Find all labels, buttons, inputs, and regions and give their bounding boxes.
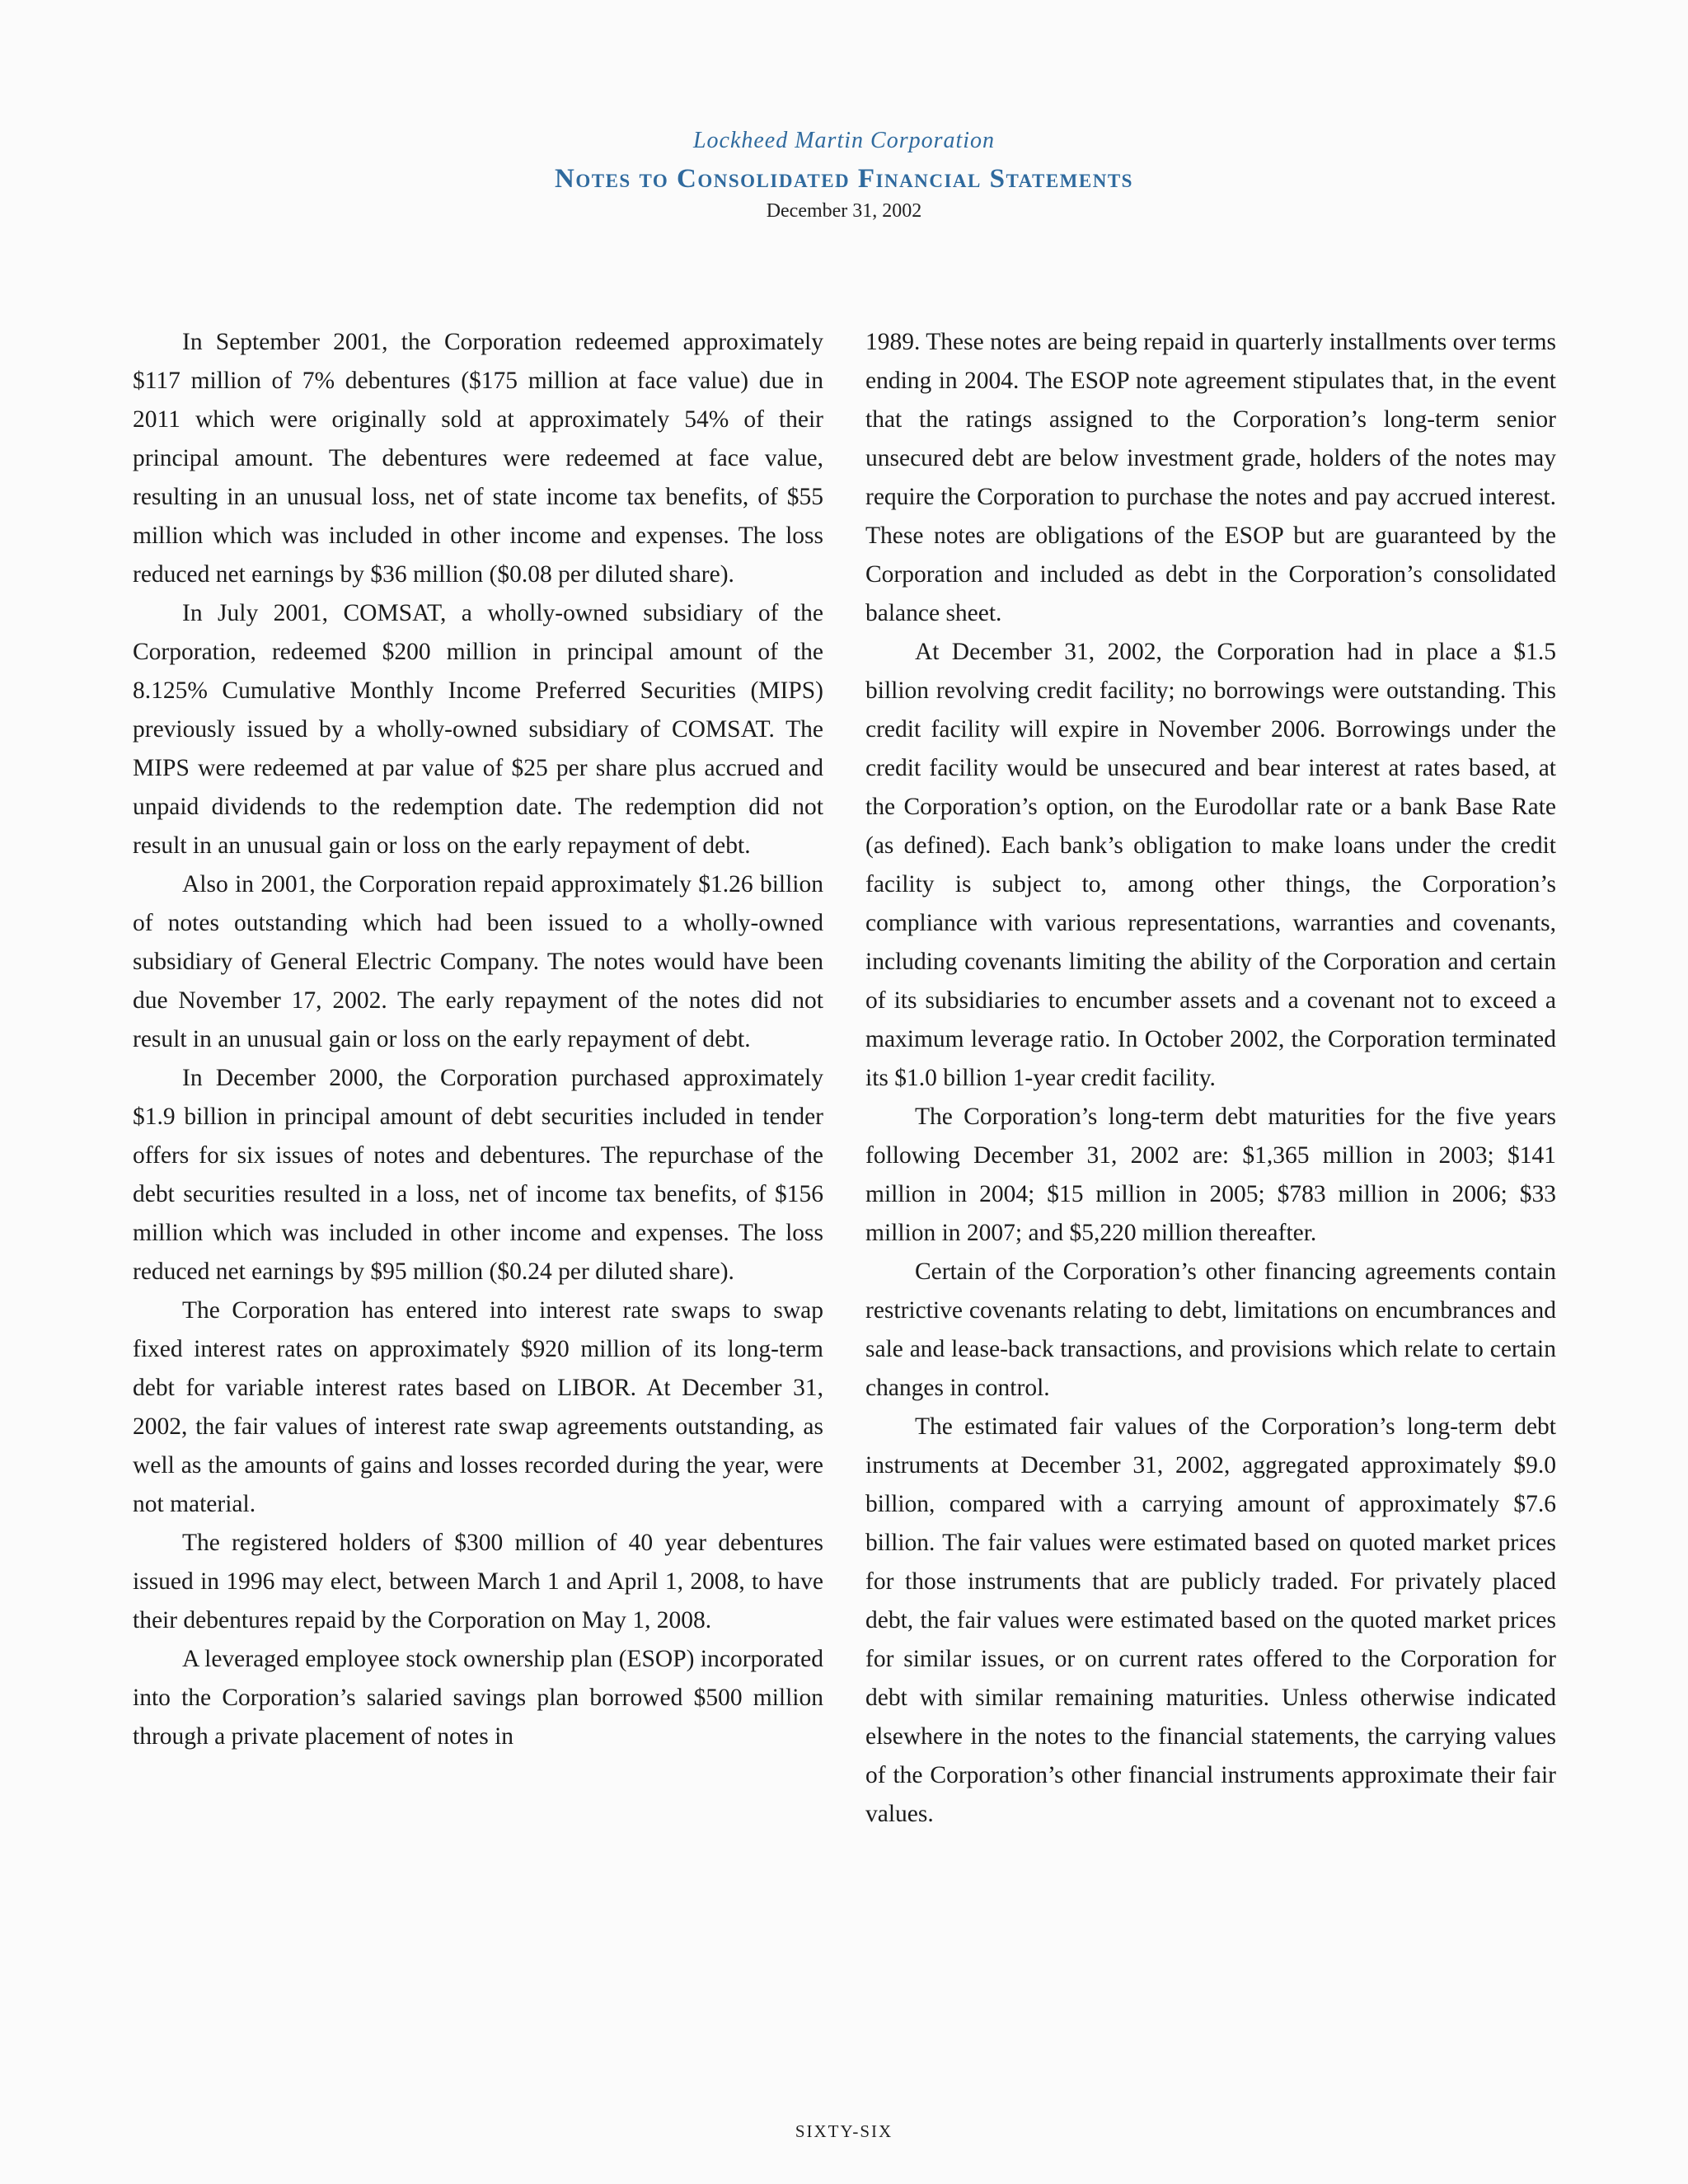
page-number: SIXTY-SIX <box>795 2121 893 2141</box>
paragraph: In September 2001, the Corporation redeemed approximately $117 million of 7% debentures ($175 million at face value) due in 2011 which were originally sold at approximately 54% of their principal amount. The debentures were redeemed at face value, resulting in an unusual loss, net of state income tax benefits, of $55 million which was included in other income and expenses. The loss reduced net earnings by $36 million ($0.08 per diluted share). <box>133 329 823 588</box>
paragraph: In December 2000, the Corporation purchased approximately $1.9 billion in principal amount of debt securities included in tender offers for six issues of notes and debentures. The repurchase of the debt securities resulted in a loss, net of income tax benefits, of $156 million which was included in other income and expenses. The loss reduced net earnings by $95 million ($0.24 per diluted share). <box>133 1065 823 1285</box>
right-column <box>865 323 1556 1834</box>
paragraph: Also in 2001, the Corporation repaid approximately $1.26 billion of notes outstanding which had been issued to a wholly-owned subsidiary of General Electric Company. The notes would have been due November 17, 2002. The early repayment of the notes did not result in an unusual gain or loss on the early repayment of debt. <box>133 871 823 1052</box>
paragraph: In July 2001, COMSAT, a wholly-owned subsidiary of the Corporation, redeemed $200 million in principal amount of the 8.125% Cumulative Monthly Income Preferred Securities (MIPS) previously issued by a wholly-owned subsidiary of COMSAT. The MIPS were redeemed at par value of $25 per share plus accrued and unpaid dividends to the redemption date. The redemption did not result in an unusual gain or loss on the early repayment of debt. <box>133 600 823 859</box>
paragraph: At December 31, 2002, the Corporation had in place a $1.5 billion revolving credit facility; no borrowings were outstanding. This credit facility will expire in November 2006. Borrowings under the credit facility would be unsecured and bear interest at rates based, at the Corporation’s option, on the Eurodollar rate or a bank Base Rate (as defined). Each bank’s obligation to make loans under the credit facility is subject to, among other things, the Corporation’s compliance with various representations, warranties and covenants, including covenants limiting the ability of the Corporation and certain of its subsidiaries to encumber assets and a covenant not to exceed a maximum leverage ratio. In October 2002, the Corporation terminated its $1.0 billion 1-year credit facility. <box>865 639 1556 1091</box>
left-column <box>133 323 823 1756</box>
paragraph: The Corporation’s long-term debt maturities for the five years following December 31, 2002 are: $1,365 million in 2003; $141 million in 2004; $15 million in 2005; $783 million in 2006; $33 million in 2007; and $5,220 million thereafter. <box>865 1104 1556 1246</box>
paragraph-continuation: 1989. These notes are being repaid in quarterly installments over terms ending in 2004. The ESOP note agreement stipulates that, in the event that the ratings assigned to the Corporation’s long-term senior unsecured debt are below investment grade, holders of the notes may require the Corporation to purchase the notes and pay accrued interest. These notes are obligations of the ESOP but are guaranteed by the Corporation and included as debt in the Corporation’s consolidated balance sheet. <box>865 329 1556 626</box>
paragraph: A leveraged employee stock ownership plan (ESOP) incorporated into the Corporation’s salaried savings plan borrowed $500 million through a private placement of notes in <box>133 1646 823 1750</box>
company-name: Lockheed Martin Corporation <box>692 128 996 153</box>
page-title: Notes to Consolidated Financial Statements <box>555 164 1133 194</box>
page-header <box>0 127 1688 223</box>
paragraph: The estimated fair values of the Corporation’s long-term debt instruments at December 31, 2002, aggregated approximately $9.0 billion, compared with a carrying amount of approximately $7.6 billion. The fair values were estimated based on quoted market prices for those instruments that are publicly traded. For privately placed debt, the fair values were estimated based on the quoted market prices for similar issues, or on current rates offered to the Corporation for debt with similar remaining maturities. Unless otherwise indicated elsewhere in the notes to the financial statements, the carrying values of the Corporation’s other financial instruments approximate their fair values. <box>865 1413 1556 1827</box>
paragraph: The registered holders of $300 million of 40 year debentures issued in 1996 may elect, between March 1 and April 1, 2008, to have their debentures repaid by the Corporation on May 1, 2008. <box>133 1530 823 1633</box>
statement-date: December 31, 2002 <box>766 200 922 222</box>
paragraph: Certain of the Corporation’s other financing agreements contain restrictive covenants relating to debt, limitations on encumbrances and sale and lease-back transactions, and provisions which relate to certain changes in control. <box>865 1258 1556 1401</box>
paragraph: The Corporation has entered into interest rate swaps to swap fixed interest rates on approximately $920 million of its long-term debt for variable interest rates based on LIBOR. At December 31, 2002, the fair values of interest rate swap agreements outstanding, as well as the amounts of gains and losses recorded during the year, were not material. <box>133 1297 823 1517</box>
